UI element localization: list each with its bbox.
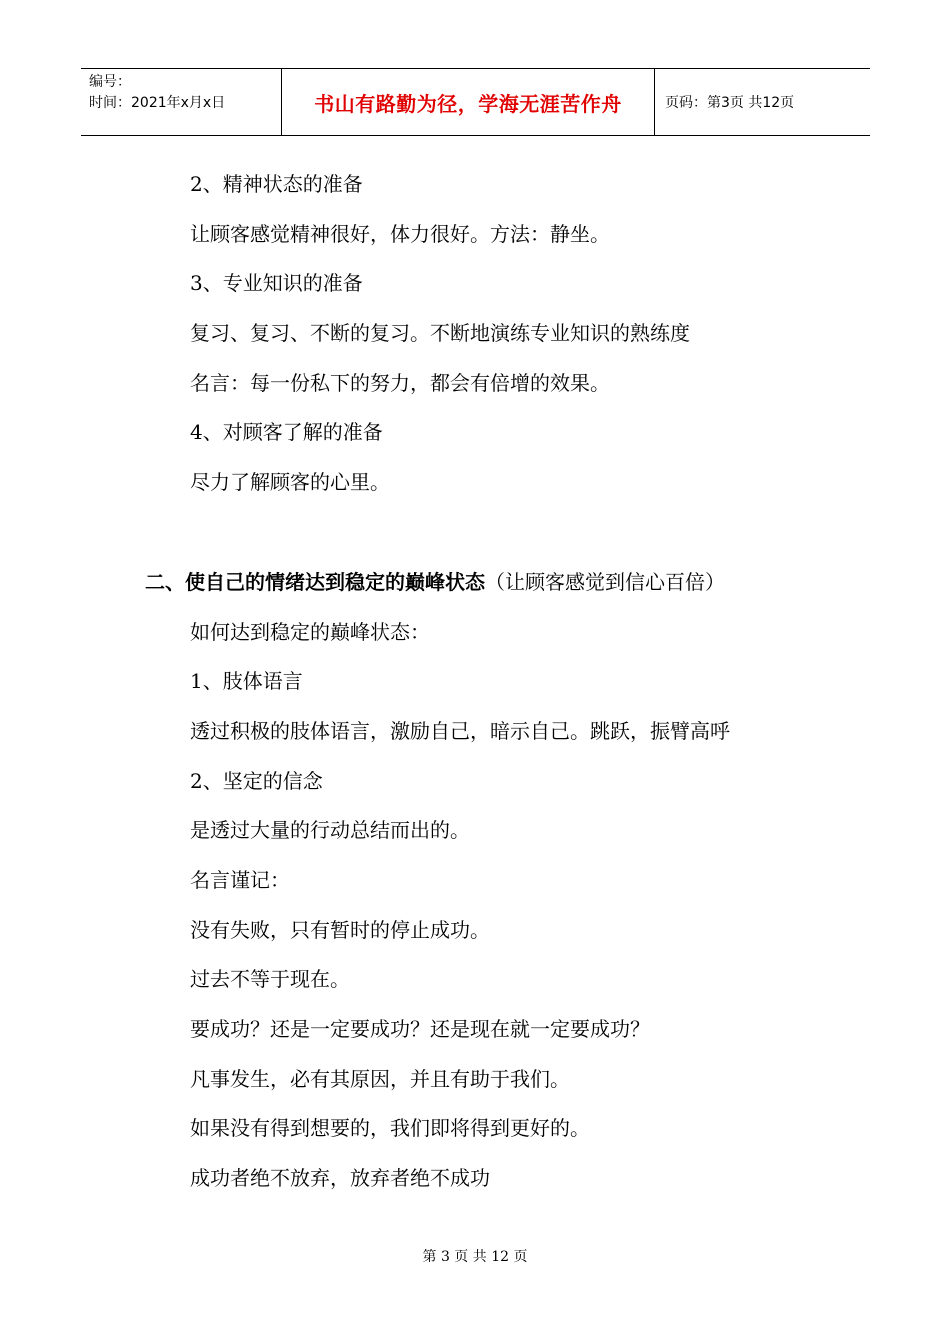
section-heading xyxy=(145,568,725,596)
body-line: 让顾客感觉精神很好，体力很好。方法：静坐。 xyxy=(190,222,610,246)
body-line: 4、对顾客了解的准备 xyxy=(190,420,383,444)
header-meta-cell xyxy=(81,69,282,135)
page-header xyxy=(81,68,870,136)
body-line: 凡事发生，必有其原因，并且有助于我们。 xyxy=(190,1067,570,1091)
body-line: 如何达到稳定的巅峰状态： xyxy=(190,620,430,644)
body-line: 透过积极的肢体语言，激励自己，暗示自己。跳跃，振臂高呼 xyxy=(190,719,730,743)
serial-label: 编号： xyxy=(89,74,131,90)
body-line: 2、坚定的信念 xyxy=(190,769,323,793)
body-line: 是透过大量的行动总结而出的。 xyxy=(190,818,470,842)
header-motto-cell xyxy=(282,69,655,135)
time-label: 时间：2021年x月x日 xyxy=(89,95,226,111)
body-line: 名言：每一份私下的努力，都会有倍增的效果。 xyxy=(190,371,610,395)
body-line: 过去不等于现在。 xyxy=(190,967,350,991)
body-line: 名言谨记： xyxy=(190,868,290,892)
section-heading-title: 二、使自己的情绪达到稳定的巅峰状态 xyxy=(145,570,485,594)
body-line: 没有失败，只有暂时的停止成功。 xyxy=(190,918,490,942)
body-line: 1、肢体语言 xyxy=(190,669,303,693)
header-page-label: 页码：第3页 共12页 xyxy=(665,95,795,111)
body-line: 尽力了解顾客的心里。 xyxy=(190,470,390,494)
body-line: 成功者绝不放弃，放弃者绝不成功 xyxy=(190,1166,490,1190)
body-line: 要成功？还是一定要成功？还是现在就一定要成功？ xyxy=(190,1017,650,1041)
section-heading-note: （让顾客感觉到信心百倍） xyxy=(485,570,725,594)
body-line: 复习、复习、不断的复习。不断地演练专业知识的熟练度 xyxy=(190,321,690,345)
body-line: 2、精神状态的准备 xyxy=(190,172,363,196)
body-line: 3、专业知识的准备 xyxy=(190,271,363,295)
header-motto: 书山有路勤为径，学海无涯苦作舟 xyxy=(314,91,622,116)
body-line: 如果没有得到想要的，我们即将得到更好的。 xyxy=(190,1116,590,1140)
header-page-cell xyxy=(655,69,870,135)
page-footer xyxy=(0,1246,950,1266)
footer-page-number: 第 3 页 共 12 页 xyxy=(422,1249,528,1265)
